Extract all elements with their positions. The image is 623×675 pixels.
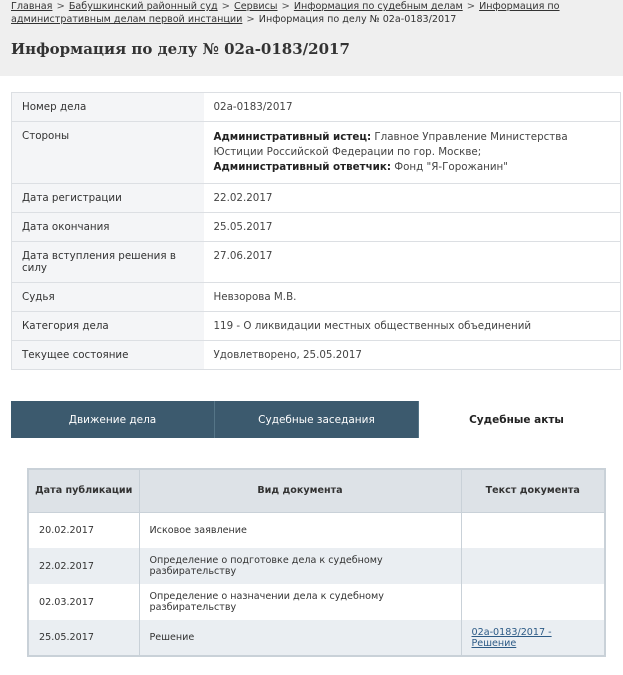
registration-date-label: Дата регистрации [12,184,204,213]
document-type-cell: Определение о подготовке дела к судебному разбирательству [139,548,461,584]
defendant-name: Фонд "Я-Горожанин" [390,161,509,173]
parties-value [204,122,621,184]
breadcrumb [11,0,617,26]
breadcrumb-separator: > [221,1,231,12]
content-area [0,76,623,675]
case-number-row [12,93,621,122]
breadcrumb-separator: > [56,1,65,12]
page-title: Информация по делу № 02а-0183/2017 [11,40,350,58]
judge-row [12,283,621,312]
breadcrumb-services-link[interactable]: Сервисы [234,1,278,12]
breadcrumb-current: Информация по делу № 02а-0183/2017 [258,14,457,25]
case-number-label: Номер дела [12,93,204,122]
document-type-cell: Решение [139,620,461,656]
tab-court-hearings[interactable]: Судебные заседания [214,401,418,438]
breadcrumb-case-info-link[interactable]: Информация по судебным делам [293,1,463,12]
case-number-value: 02а-0183/2017 [213,101,293,113]
effective-date-value: 27.06.2017 [204,242,621,283]
judge-label: Судья [12,283,204,312]
parties-row [12,122,621,184]
document-type-cell: Определение о назначении дела к судебному разбирательству [139,584,461,620]
publication-date-cell: 25.05.2017 [28,620,139,656]
publication-date-cell: 20.02.2017 [28,512,139,548]
plaintiff-name: Главное Управление Министерства Юстиции Российской Федерации по гор. Москве; [213,131,568,158]
document-text-cell [461,620,605,656]
table-row [28,512,605,548]
end-date-row [12,213,621,242]
column-header-publication-date: Дата публикации [28,469,139,512]
court-acts-table [27,468,606,657]
judge-value: Невзорова М.В. [204,283,621,312]
category-value: 119 - О ликвидации местных общественных объединений [204,312,621,341]
category-row [12,312,621,341]
end-date-value: 25.05.2017 [204,213,621,242]
decision-document-link[interactable]: 02а-0183/2017 - Решение [471,626,552,649]
status-label: Текущее состояние [12,341,204,370]
breadcrumb-admin-cases-link[interactable]: Информация по административным делам первой инстанции [11,1,560,25]
registration-date-row [12,184,621,213]
tab-case-movement[interactable]: Движение дела [11,401,214,438]
publication-date-cell: 22.02.2017 [28,548,139,584]
category-label: Категория дела [12,312,204,341]
document-text-cell [461,512,605,548]
document-text-cell [461,584,605,620]
table-row [28,620,605,656]
status-value: Удовлетворено, 25.05.2017 [204,341,621,370]
status-row [12,341,621,370]
breadcrumb-separator: > [466,1,476,12]
column-header-document-type: Вид документа [139,469,461,512]
document-type-cell: Исковое заявление [139,512,461,548]
tab-court-acts[interactable]: Судебные акты [418,401,614,438]
court-acts-panel [11,438,614,675]
breadcrumb-separator: > [281,1,290,12]
breadcrumb-home-link[interactable]: Главная [11,1,53,12]
effective-date-label: Дата вступления решения в силу [12,242,204,283]
breadcrumb-separator: > [246,14,255,25]
table-header-row [28,469,605,512]
table-row [28,584,605,620]
breadcrumb-court-link[interactable]: Бабушкинский районный суд [68,1,218,12]
end-date-label: Дата окончания [12,213,204,242]
case-tabs [11,401,614,438]
registration-date-value: 22.02.2017 [204,184,621,213]
table-row [28,548,605,584]
effective-date-row [12,242,621,283]
defendant-role: Административный ответчик: [213,161,391,173]
document-text-cell [461,548,605,584]
plaintiff-role: Административный истец: [213,131,372,143]
parties-label: Стороны [12,122,204,184]
publication-date-cell: 02.03.2017 [28,584,139,620]
column-header-document-text: Текст документа [461,469,605,512]
case-info-table [11,92,621,370]
